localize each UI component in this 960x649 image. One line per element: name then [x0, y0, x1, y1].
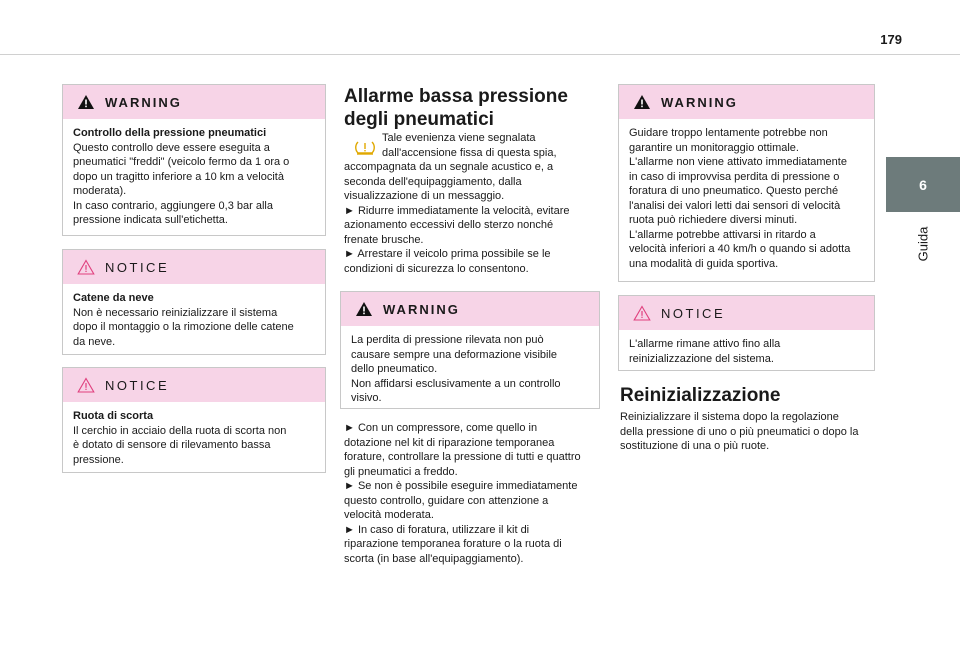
warning-title: WARNING	[661, 94, 738, 110]
chapter-label	[886, 212, 960, 282]
text-line: reinizializzazione del sistema.	[629, 352, 774, 365]
notice-triangle-icon	[77, 259, 95, 275]
heading-line: Allarme bassa pressione	[344, 86, 568, 107]
text-line: riparazione temporanea forature o la ruota di	[344, 538, 562, 550]
header-divider	[0, 54, 960, 55]
text-line: sostituzione di una o più ruote.	[620, 440, 770, 452]
warning-title: WARNING	[383, 301, 460, 317]
text-line: pressione.	[73, 453, 124, 466]
text-line: gli pneumatici a freddo.	[344, 465, 458, 478]
text-line: frenate brusche.	[344, 233, 424, 246]
notice-triangle-icon	[633, 305, 651, 321]
text-line: da neve.	[73, 335, 116, 348]
text-line: dello pneumatico.	[351, 363, 438, 375]
text-line: pneumatici "freddi" (veicolo fermo da 1 ora o	[73, 156, 290, 168]
text-line: dopo un tragitto inferiore a 10 km a velocità	[73, 170, 284, 183]
text-line: moderata).	[73, 185, 127, 197]
text-line: questo controllo, guidare con attenzione a	[344, 494, 549, 507]
warning-header	[619, 85, 874, 119]
notice-triangle-icon	[77, 377, 95, 393]
text-line: dopo il montaggio o la rimozione delle catene	[73, 321, 294, 333]
heading-line: degli pneumatici	[344, 109, 494, 130]
warning-triangle-icon	[633, 94, 651, 110]
text-line: pressione indicata sull'etichetta.	[73, 214, 228, 226]
text-line: L'allarme non viene attivato immediatamente	[629, 156, 847, 168]
page-number: 179	[880, 32, 902, 47]
notice-subtitle: Ruota di scorta	[73, 410, 154, 422]
text-line: Questo controllo deve essere eseguita a	[73, 141, 270, 154]
notice-body	[63, 402, 325, 475]
warning-body	[341, 326, 599, 414]
chapter-title: Guida	[915, 226, 931, 262]
text-line: In caso contrario, aggiungere 0,3 bar alla	[73, 199, 273, 212]
text-line: ► Con un compressore, come quello in	[344, 422, 538, 434]
text-line: azionamento eccessivi dello sterzo nonché	[344, 219, 554, 231]
text-line: seconda dell'equipaggiamento, dalla	[344, 175, 522, 188]
warning-box-pressure-check	[62, 84, 326, 236]
chapter-tab[interactable]	[886, 157, 960, 212]
text-line: dall'accensione fissa di questa spia,	[382, 146, 557, 159]
text-line: foratura di uno pneumatico. Questo perché	[629, 185, 839, 197]
text-line: ► Se non è possibile eseguire immediatamente	[344, 480, 578, 492]
text-line: Il cerchio in acciaio della ruota di scorta non	[73, 424, 287, 437]
notice-box-snow-chains	[62, 249, 326, 355]
notice-title: NOTICE	[105, 259, 170, 275]
text-line: forature, controllare la pressione di tutti e quattro	[344, 451, 581, 463]
notice-body	[619, 330, 874, 374]
warning-triangle-icon	[355, 301, 373, 317]
text-line: scorta (in base all'equipaggiamento).	[344, 552, 524, 565]
text-line: ruota può richiedere diversi minuti.	[629, 214, 798, 226]
text-line: Reinizializzare il sistema dopo la regolazione	[620, 411, 839, 423]
notice-title: NOTICE	[661, 305, 726, 321]
text-line: ► In caso di foratura, utilizzare il kit di	[344, 523, 530, 536]
warning-header	[63, 85, 325, 119]
text-line: La perdita di pressione rilevata non può	[351, 334, 544, 346]
warning-box-pressure-loss	[340, 291, 600, 409]
text-line: accompagnata da un segnale acustico e, a	[344, 161, 554, 173]
text-line: visualizzazione di un messaggio.	[344, 190, 505, 202]
text-line: è dotato di sensore di rilevamento bassa	[73, 439, 271, 451]
section-heading-low-pressure	[344, 85, 568, 131]
section-heading-reset: Reinizializzazione	[620, 385, 781, 406]
warning-body	[619, 119, 874, 279]
text-line: della pressione di uno o più pneumatici o dopo la	[620, 425, 859, 438]
notice-header	[63, 368, 325, 402]
text-line: velocità moderata.	[344, 509, 434, 521]
text-line: visivo.	[351, 392, 382, 404]
notice-subtitle: Catene da neve	[73, 292, 154, 304]
warning-title: WARNING	[105, 94, 182, 110]
chapter-number: 6	[919, 176, 927, 193]
notice-header	[619, 296, 874, 330]
intro-paragraph	[344, 160, 599, 276]
warning-subtitle: Controllo della pressione pneumatici	[73, 127, 267, 139]
text-line: Guidare troppo lentamente potrebbe non	[629, 127, 828, 139]
intro-side-text	[382, 131, 592, 160]
tyre-pressure-warning-icon	[354, 139, 376, 155]
text-line: in caso di improvvisa perdita di pressione o	[629, 170, 840, 183]
text-line: ► Arrestare il veicolo prima possibile se le	[344, 248, 551, 260]
notice-box-spare-wheel	[62, 367, 326, 473]
warning-box-slow-driving	[618, 84, 875, 282]
text-line: condizioni di sicurezza lo consentono.	[344, 262, 529, 275]
text-line: garantire un monitoraggio ottimale.	[629, 141, 799, 154]
text-line: Non è necessario reinizializzare il sistema	[73, 306, 278, 319]
reset-paragraph	[620, 410, 878, 454]
notice-box-alarm-active	[618, 295, 875, 371]
notice-body	[63, 284, 325, 357]
warning-body	[63, 119, 325, 236]
notice-title: NOTICE	[105, 377, 170, 393]
text-line: l'analisi dei valori letti dai sensori di velocità	[629, 199, 841, 212]
text-line: L'allarme potrebbe attivarsi in ritardo a	[629, 228, 816, 241]
warning-triangle-icon	[77, 94, 95, 110]
text-line: una modalità di guida sportiva.	[629, 257, 779, 270]
text-line: Tale evenienza viene segnalata	[382, 132, 536, 144]
text-line: Non affidarsi esclusivamente a un controllo	[351, 377, 561, 390]
text-line: velocità inferiori a 40 km/h o quando si adotta	[629, 243, 851, 255]
procedure-paragraph	[344, 421, 604, 566]
text-line: causare sempre una deformazione visibile	[351, 348, 558, 361]
text-line: dotazione nel kit di riparazione temporanea	[344, 436, 555, 449]
text-line: ► Ridurre immediatamente la velocità, evitare	[344, 204, 570, 217]
notice-header	[63, 250, 325, 284]
warning-header	[341, 292, 599, 326]
text-line: L'allarme rimane attivo fino alla	[629, 338, 781, 350]
